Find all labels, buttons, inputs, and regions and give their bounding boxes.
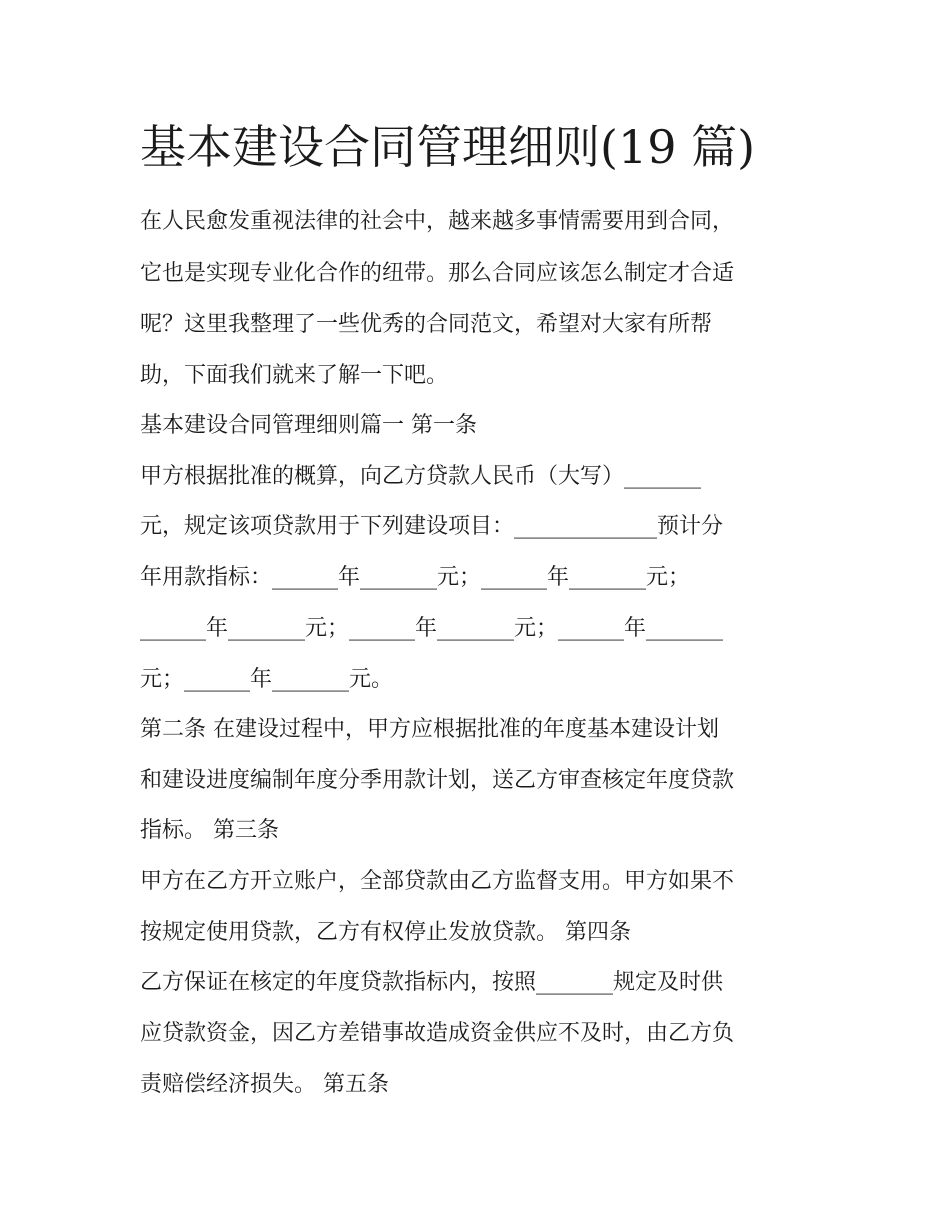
paragraph-line: 在人民愈发重视法律的社会中，越来越多事情需要用到合同， (140, 209, 735, 234)
paragraph-line: 它也是实现专业化合作的纽带。那么合同应该怎么制定才合适 (140, 261, 735, 286)
paragraph-line: 和建设进度编制年度分季用款计划，送乙方审查核定年度贷款 (140, 768, 735, 793)
paragraph-line: 助，下面我们就来了解一下吧。 (140, 363, 449, 388)
paragraph-line: 呢？这里我整理了一些优秀的合同范文，希望对大家有所帮 (140, 312, 713, 337)
paragraph-line: 应贷款资金，因乙方差错事故造成资金供应不及时，由乙方负 (140, 1021, 735, 1046)
paragraph-line: ______年_______元；______年_______元；______年_______ (140, 616, 724, 641)
paragraph-line: 第二条 在建设过程中，甲方应根据批准的年度基本建设计划 (140, 717, 719, 742)
paragraph-line: 乙方保证在核定的年度贷款指标内，按照_______规定及时供 (140, 970, 724, 995)
document-title: 基本建设合同管理细则(19 篇) (140, 120, 756, 174)
paragraph-line: 指标。 第三条 (140, 818, 279, 843)
paragraph-line: 责赔偿经济损失。 第五条 (140, 1072, 389, 1097)
section-heading: 基本建设合同管理细则篇一 第一条 (140, 413, 477, 438)
paragraph-line: 甲方根据批准的概算，向乙方贷款人民币（大写）_______ (140, 464, 702, 489)
paragraph-line: 按规定使用贷款，乙方有权停止发放贷款。 第四条 (140, 920, 631, 945)
paragraph-line: 元；______年_______元。 (140, 667, 394, 692)
paragraph-line: 元，规定该项贷款用于下列建设项目：_____________预计分 (140, 514, 724, 539)
paragraph-line: 年用款指标：______年_______元；______年_______元； (140, 565, 691, 590)
paragraph-line: 甲方在乙方开立账户，全部贷款由乙方监督支用。甲方如果不 (140, 869, 735, 894)
